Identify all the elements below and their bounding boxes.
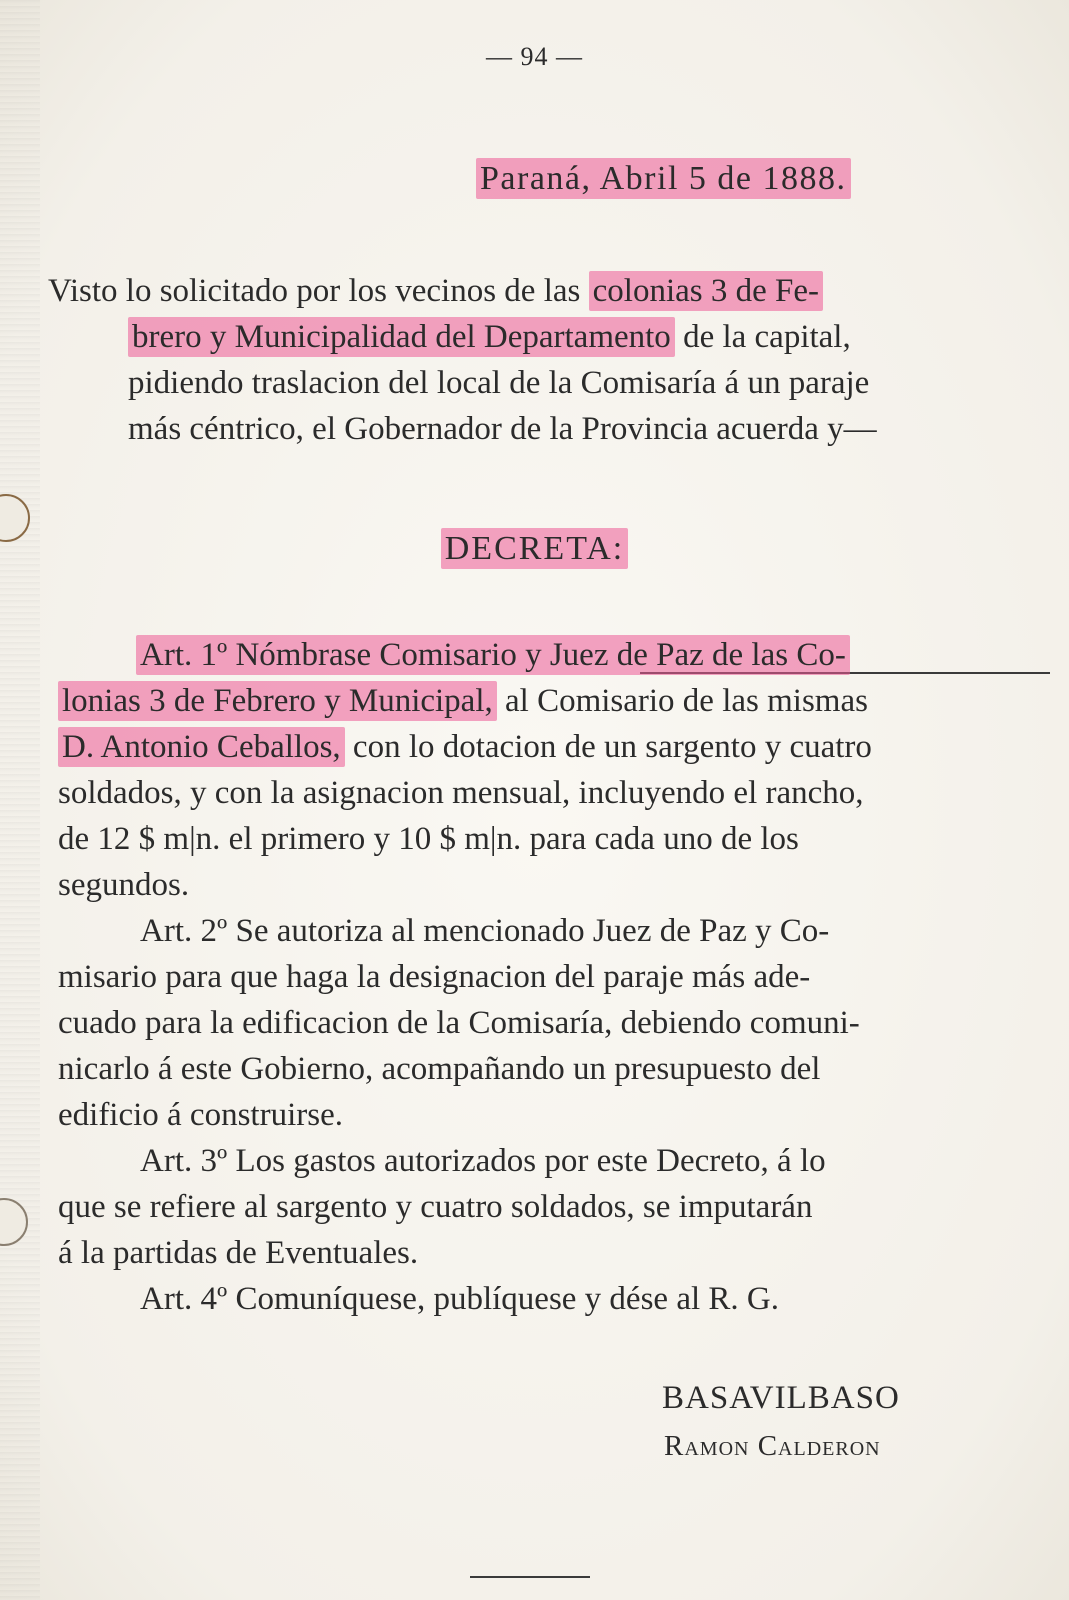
highlight-colonias: colonias 3 de Fe- xyxy=(589,271,823,311)
date-highlight: Paraná, Abril 5 de 1888. xyxy=(476,158,851,199)
preamble-line-2 xyxy=(48,314,1008,360)
page-edge-texture xyxy=(0,0,40,1600)
date-line xyxy=(476,160,946,198)
article-2-line-1: Art. 2º Se autoriza al mencionado Juez de Paz y Co- xyxy=(140,913,830,949)
signature-calderon: Ramon Calderon xyxy=(664,1430,881,1462)
signature-basavilbaso: BASAVILBASO xyxy=(662,1380,900,1416)
article-2-line-4: nicarlo á este Gobierno, acompañando un presupuesto del xyxy=(58,1051,821,1087)
preamble-line-4: más céntrico, el Gobernador de la Provincia acuerda y— xyxy=(128,411,877,447)
article-text: con lo dotacion de un sargento y cuatro xyxy=(344,729,872,765)
footer-rule xyxy=(470,1576,590,1578)
preamble-text: Visto lo solicitado por los vecinos de las xyxy=(48,273,589,309)
preamble-text: de la capital, xyxy=(674,319,851,355)
articles-body xyxy=(58,632,1008,1322)
article-4-line-1: Art. 4º Comuníquese, publíquese y dése al R. G. xyxy=(140,1281,779,1317)
highlight-colonias-febrero: lonias 3 de Febrero y Municipal, xyxy=(58,681,497,721)
article-3-line-3: á la partidas de Eventuales. xyxy=(58,1235,419,1271)
highlight-art1: Art. 1º Nómbrase Comisario y Juez de Paz de las Co- xyxy=(136,635,850,675)
article-1-line-1 xyxy=(58,632,1008,678)
article-1-line-6: segundos. xyxy=(58,867,190,903)
page-number: — 94 — xyxy=(486,42,583,71)
article-text: al Comisario de las mismas xyxy=(496,683,868,719)
article-3-line-2: que se refiere al sargento y cuatro soldados, se imputarán xyxy=(58,1189,813,1225)
article-1-line-2 xyxy=(58,678,1008,724)
decree-heading xyxy=(0,530,1069,568)
article-1-line-5: de 12 $ m|n. el primero y 10 $ m|n. para cada uno de los xyxy=(58,821,799,857)
preamble-line-1 xyxy=(48,268,1008,314)
article-1-line-3 xyxy=(58,724,1008,770)
article-3-line-1: Art. 3º Los gastos autorizados por este Decreto, á lo xyxy=(140,1143,826,1179)
article-2-line-2: misario para que haga la designacion del paraje más ade- xyxy=(58,959,811,995)
article-1-line-4: soldados, y con la asignacion mensual, incluyendo el rancho, xyxy=(58,775,864,811)
heading-highlight: DECRETA: xyxy=(441,528,629,569)
highlight-municipalidad: brero y Municipalidad del Departamento xyxy=(128,317,675,357)
preamble-line-3: pidiendo traslacion del local de la Comisaría á un paraje xyxy=(128,365,870,401)
article-2-line-3: cuado para la edificacion de la Comisaría, debiendo comuni- xyxy=(58,1005,860,1041)
article-2-line-5: edificio á construirse. xyxy=(58,1097,343,1133)
preamble-paragraph xyxy=(48,268,1008,452)
highlight-ceballos: D. Antonio Ceballos, xyxy=(58,727,345,767)
